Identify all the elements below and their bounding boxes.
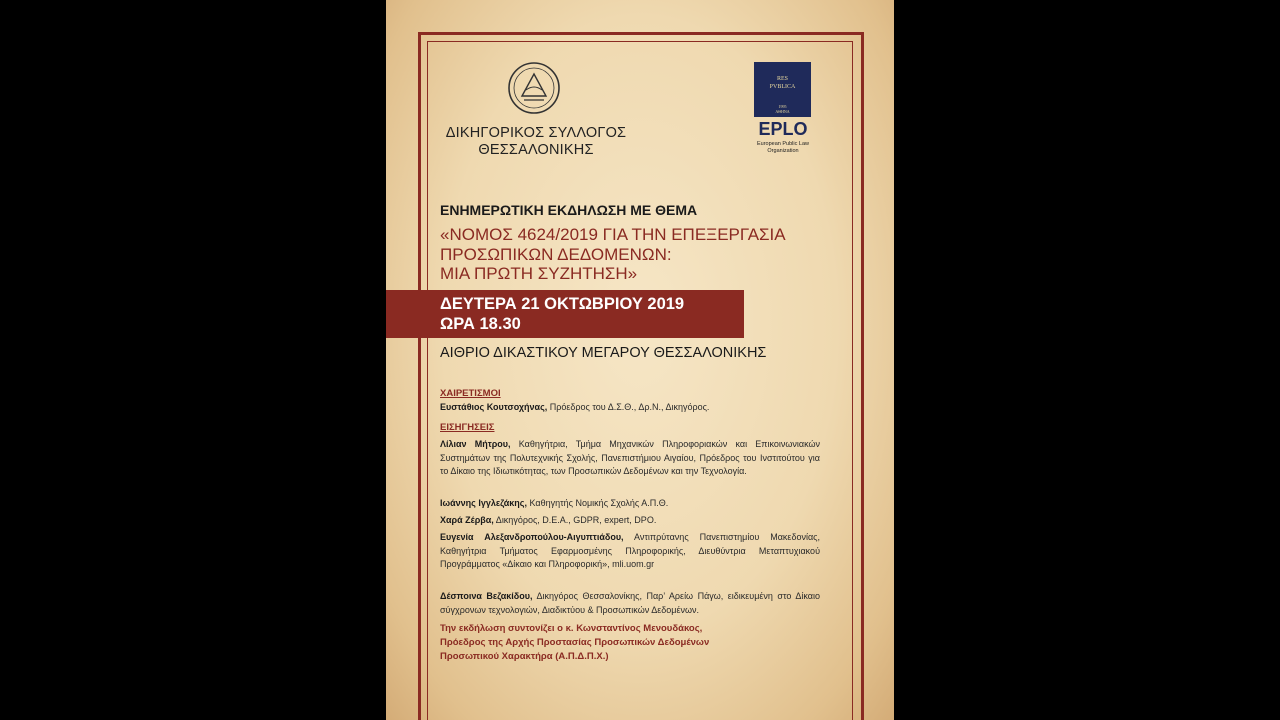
event-title-line3: ΜΙΑ ΠΡΩΤΗ ΣΥΖΗΤΗΣΗ» (440, 264, 638, 283)
speaker-desc: Καθηγήτρια, Τμήμα Μηχανικών Πληροφοριακών και Επικοινωνιακών Συστημάτων της Πολυτεχνικής Σχολής, Πανεπιστήμιου Αιγαίου, Πρόεδρος του Ινστιτούτου για το Δίκαιο της Ιδιωτικότητας, των Προσωπικών Δεδομένων και την Τεχνολογία. (440, 439, 820, 476)
coordinator-line1: Την εκδήλωση συντονίζει ο κ. Κωνσταντίνος Μενουδάκος, (440, 623, 703, 634)
event-title-line1: «ΝΟΜΟΣ 4624/2019 ΓΙΑ ΤΗΝ ΕΠΕΞΕΡΓΑΣΙΑ (440, 225, 786, 244)
eplo-subtitle-line1: European Public Law (757, 141, 809, 147)
event-title (440, 225, 840, 284)
coordinator-note (440, 622, 820, 664)
eplo-badge-line1: RES (776, 76, 788, 82)
speaker-name: Ευγενία Αλεξανδροπούλου-Αιγυπτιάδου, (440, 532, 624, 542)
bar-association-seal-icon (506, 60, 562, 116)
bar-association-name (436, 125, 636, 159)
speaker-entry-2 (440, 497, 820, 511)
coordinator-line2: Πρόεδρος της Αρχής Προστασίας Προσωπικών Δεδομένων (440, 637, 710, 648)
speaker-entry-3 (440, 514, 820, 528)
eplo-subtitle-line2: Organization (767, 148, 799, 154)
date-ribbon (386, 290, 744, 338)
speaker-desc: Δικηγόρος Θεσσαλονίκης, Παρ’ Αρείω Πάγω, ειδικευμένη στο Δίκαιο σύγχρονων τεχνολογιών, Διαδικτύου & Προσωπικών Δεδομένων. (440, 591, 820, 615)
bar-association-name-line1: ΔΙΚΗΓΟΡΙΚΟΣ ΣΥΛΛΟΓΟΣ (445, 125, 627, 141)
event-date: ΔΕΥΤΕΡΑ 21 ΟΚΤΩΒΡΙΟΥ 2019 (440, 295, 685, 313)
eplo-badge-text (754, 75, 811, 91)
speaker-entry-1 (440, 438, 820, 479)
speaker-desc: Καθηγητής Νομικής Σχολής Α.Π.Θ. (526, 498, 669, 508)
event-heading: ΕΝΗΜΕΡΩΤΙΚΗ ΕΚΔΗΛΩΣΗ ΜΕ ΘΕΜΑ (440, 202, 698, 218)
eplo-subtitle (748, 141, 818, 155)
eplo-badge-logo (754, 62, 811, 117)
speaker-entry-5 (440, 590, 820, 617)
event-title-line2: ΠΡΟΣΩΠΙΚΩΝ ΔΕΔΟΜΕΝΩΝ: (440, 244, 672, 264)
eplo-badge-year: 1995 (778, 104, 787, 109)
speaker-name: Δέσποινα Βεζακίδου, (440, 591, 533, 601)
eplo-badge-line2: PVBLICA (769, 84, 796, 90)
talks-label: ΕΙΣΗΓΗΣΕΙΣ (440, 422, 495, 433)
eplo-name: EPLO (758, 119, 808, 139)
coordinator-line3: Προσωπικού Χαρακτήρα (Α.Π.Δ.Π.Χ.) (440, 651, 609, 662)
eplo-badge-footer (754, 104, 811, 114)
greeting-entry (440, 401, 820, 415)
greetings-label: ΧΑΙΡΕΤΙΣΜΟΙ (440, 388, 501, 399)
eplo-badge-city: ΑΘΗΝΑ (775, 109, 790, 114)
speaker-entry-4 (440, 531, 820, 572)
event-time: ΩΡΑ 18.30 (440, 315, 521, 333)
speaker-name: Χαρά Ζέρβα, (440, 515, 494, 525)
event-venue: ΑΙΘΡΙΟ ΔΙΚΑΣΤΙΚΟΥ ΜΕΓΑΡΟΥ ΘΕΣΣΑΛΟΝΙΚΗΣ (440, 345, 767, 361)
speaker-name: Ιωάννης Ιγγλεζάκης, (440, 498, 527, 508)
greeting-name: Ευστάθιος Κουτσοχήνας, (440, 402, 548, 412)
event-poster (386, 0, 894, 720)
speaker-desc: Αντιπρύτανης Πανεπιστημίου Μακεδονίας, Καθηγήτρια Τμήματος Εφαρμοσμένης Πληροφορικής, Διευθύντρια Μεταπτυχιακού Προγράμματος «Δίκαιο και Πληροφορική», mli.uom.gr (440, 532, 821, 569)
bar-association-name-line2: ΘΕΣΣΑΛΟΝΙΚΗΣ (478, 142, 594, 158)
speaker-name: Λίλιαν Μήτρου, (440, 439, 511, 449)
greeting-desc: Πρόεδρος του Δ.Σ.Θ., Δρ.Ν., Δικηγόρος. (547, 402, 710, 412)
speaker-desc: Δικηγόρος, D.E.A., GDPR, expert, DPO. (493, 515, 657, 525)
